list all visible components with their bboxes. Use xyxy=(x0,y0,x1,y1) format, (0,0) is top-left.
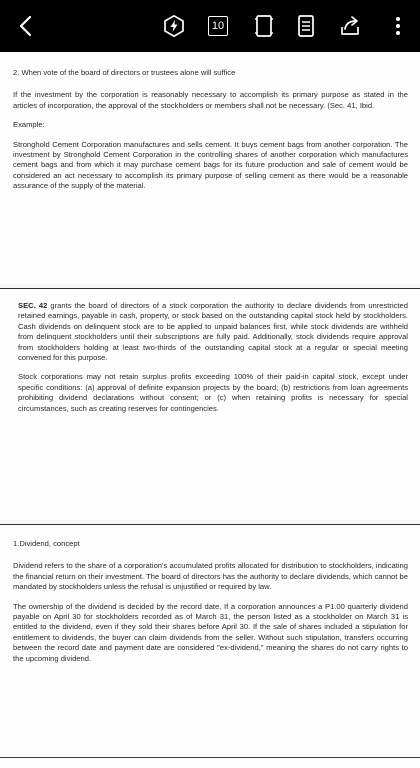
paragraph: Stronghold Cement Corporation manufactures and sells cement. It buys cement bags from another corporation. The investment by Stronghold Cement Corporation in the controlling shares of another corporation which manufactures cement bags and from which it may purchase cement bags for its future production and sale of cement would be considered an act necessary to accomplish its primary purpose of selling cement as there would be a reasonable assurance of the supply of the material. xyxy=(13,139,408,191)
document-page-2 xyxy=(0,288,420,520)
lightning-icon xyxy=(162,14,186,38)
back-button[interactable] xyxy=(12,12,40,40)
more-options-button[interactable] xyxy=(384,12,412,40)
section-heading: 2. When vote of the board of directors or trustees alone will suffice xyxy=(13,68,236,77)
section-heading: 1.Dividend, concept xyxy=(13,539,80,548)
page-count-button[interactable] xyxy=(204,12,232,40)
share-button[interactable] xyxy=(336,12,364,40)
quick-action-button[interactable] xyxy=(160,12,188,40)
more-vertical-icon xyxy=(394,14,402,38)
document-lines-icon xyxy=(296,14,316,38)
page-count-badge: 10 xyxy=(208,16,228,36)
page-view-button[interactable] xyxy=(250,12,278,40)
paragraph xyxy=(18,301,408,363)
paragraph: The ownership of the dividend is decided by the record date. If a corporation announces a P1.00 quarterly dividend payable on April 30 for stockholders recorded as of March 31, the person listed as a stockholder on March 31 is entitled to the dividend, even if they sold their shares before April 30. If the sale of shares included a stipulation for entitlement to dividends, the buyer can claim dividends from the seller. Without such stipulation, transfers occurring between the record date and payment date are considered "ex-dividend," meaning the shares do not carry rights to the upcoming dividend. xyxy=(13,601,408,663)
chevron-left-icon xyxy=(18,14,34,38)
reading-mode-button[interactable] xyxy=(292,12,320,40)
paragraph-text: grants the board of directors of a stock corporation the authority to declare dividends from unrestricted retained earnings, payable in cash, property, or stock based on the outstanding capital stock held by stockholders. Cash dividends on delinquent stock are to be applied to unpaid balances first, while stock dividends are withheld from delinquent stockholders until their subscriptions are fully paid. Additionally, stock dividends require approval from stockholders holding at least two-thirds of the outstanding capital stock at a regular or special meeting convened for this purpose. xyxy=(18,301,408,363)
example-label: Example: xyxy=(13,120,45,130)
paragraph: If the investment by the corporation is reasonably necessary to accomplish its primary purpose as stated in the articles of incorporation, the approval of the stockholders or members shall not be necessary. (Sec. 41, Ibid. xyxy=(13,90,408,110)
share-icon xyxy=(338,14,362,38)
document-viewer[interactable] xyxy=(0,52,420,768)
document-page-3 xyxy=(0,524,420,768)
section-label: SEC. 42 xyxy=(18,301,48,310)
page-divider xyxy=(0,757,420,758)
paragraph: Dividend refers to the share of a corporation's accumulated profits allocated for distribution to stockholders, indicating the financial return on their investment. The board of directors has the authority to declare dividends, which cannot be mandated by stockholders unless the refusal is unjustified or required by law. xyxy=(13,561,408,592)
paragraph: Stock corporations may not retain surplus profits exceeding 100% of their paid-in capital stock, except under specific conditions: (a) approval of definite expansion projects by the board; (b) restrictions from loan agreements prohibiting dividend declarations without consent; or (c) when retaining profits is necessary for special circumstances, such as creating reserves for contingencies. xyxy=(18,372,408,413)
top-toolbar xyxy=(0,0,420,52)
document-page-1 xyxy=(0,52,420,284)
page-frame-icon xyxy=(254,14,274,38)
